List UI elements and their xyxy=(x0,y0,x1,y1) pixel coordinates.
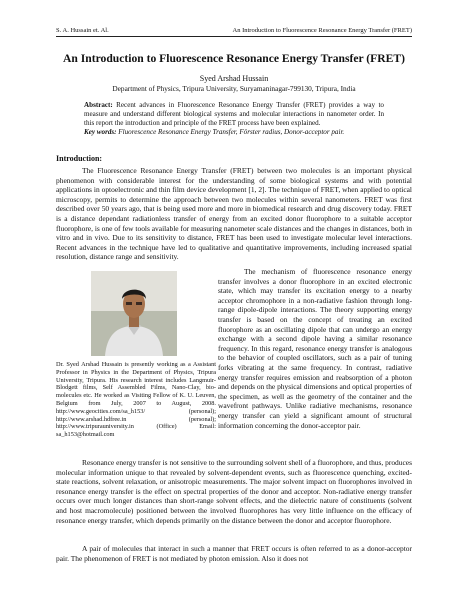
author-affiliation: Department of Physics, Tripura University, Suryamaninagar-799130, Tripura, India xyxy=(112,84,356,93)
intro-paragraph-1: The Fluorescence Resonance Energy Transfer (FRET) between two molecules is an important physical phenomenon with considerable interest for the understanding of some biological systems and with potential applications in optoelectronic and thin film device development [1, 2]. The technique of FRET, when applied to optical microscopy, permits to determine the approach between two molecules within several nanometers. FRET was first described over 50 years ago, that is being used more and more in biomedical research and drug discovery today. FRET is a distance dependant radiationless transfer of energy from an excited donor fluorophore to a suitable acceptor fluorophore, is one of few tools available for measuring nanometer scale distances and the changes in distances, both in vitro and in vivo. Due to its sensitivity to distance, FRET has been used to investigate molecular level interactions. Recent advances in the technique have led to qualitative and quantitative improvements, including increased spatial resolution, distance range and sensitivity. xyxy=(56,166,412,262)
author-photo-image xyxy=(91,271,177,356)
intro-paragraph-4: A pair of molecules that interact in such a manner that FRET occurs is often referred to as a donor-acceptor pair. The phenomenon of FRET is not mediated by photon emission. Also it does not xyxy=(56,544,412,563)
running-header-left: S. A. Hussain et. Al. xyxy=(56,27,109,34)
running-header-right: An Introduction to Fluorescence Resonance Energy Transfer (FRET) xyxy=(232,27,412,34)
author-photo xyxy=(91,271,177,356)
abstract-block xyxy=(84,101,384,137)
section-heading-introduction: Introduction: xyxy=(56,154,103,163)
keywords-text: Fluorescence Resonance Energy Transfer, Förster radius, Donor-acceptor pair. xyxy=(118,128,345,136)
author-name: Syed Arshad Hussain xyxy=(199,74,269,83)
keywords-label: Key words: xyxy=(84,128,117,136)
abstract-label: Abstract: xyxy=(84,101,113,109)
intro-paragraph-2: The mechanism of fluorescence resonance energy transfer involves a donor fluorophore in an excited electronic state, which may transfer its excitation energy to a nearby acceptor chromophore in a non-radiative fashion through long-range dipole-dipole interactions. The theory supporting energy transfer is based on the concept of treating an excited fluorophore as an oscillating dipole that can undergo an energy exchange with a second dipole having a similar resonance frequency. In this regard, resonance energy transfer is analogous to the behavior of coupled oscillators, such as a pair of tuning forks vibrating at the same frequency. In contrast, radiative energy transfer requires emission and reabsorption of a photon and depends on the physical dimensions and optical properties of the specimen, as well as the geometry of the container and the wavefront pathways. Unlike radiative mechanisms, resonance energy transfer can yield a significant amount of structural information concerning the donor-acceptor pair. xyxy=(218,267,412,430)
header-rule xyxy=(56,36,412,37)
intro-paragraph-3: Resonance energy transfer is not sensitive to the surrounding solvent shell of a fluorophore, and thus, produces molecular information unique to that revealed by solvent-dependent events, such as fluorescence quenching, excited-state reactions, solvent relaxation, or anisotropic measurements. The major solvent impact on fluorophores involved in resonance energy transfer is the effect on spectral properties of the donor and acceptor. Non-radiative energy transfer occurs over much longer distances than short-range solvent effects, and the dielectric nature of constituents (solvent and host macromolecule) positioned between the involved fluorophores has very little influence on the efficacy of resonance energy transfer, which depends primarily on the distance between the donor and acceptor fluorophore. xyxy=(56,458,412,525)
abstract-text: Recent advances in Fluorescence Resonance Energy Transfer (FRET) provides a way to measure and understand different biological systems and molecular interactions in nanometer order. In this report the introduction and principle of the FRET process have been explained. xyxy=(84,101,384,127)
author-bio-caption: Dr. Syed Arshad Hussain is presently working as a Assistant Professor in Physics in the Department of Physics, Tripura University, Tripura. His research interest includes Langmuir-Blodgett films, Self Assembled Films, Nano-Clay, bio-molecules etc. He worked as Visiting Fellow of K. U. Leuven, Belgium from July, 2007 to August, 2008. http://www.geocities.com/sa_h153/ (personal); http://www.arshad.hdfree.in (personal); http://www.tripurauniversity.in (Office) Email: sa_h153@hotmail.com xyxy=(56,361,216,439)
running-header xyxy=(56,27,412,34)
paper-title: An Introduction to Fluorescence Resonance Energy Transfer (FRET) xyxy=(63,52,405,65)
